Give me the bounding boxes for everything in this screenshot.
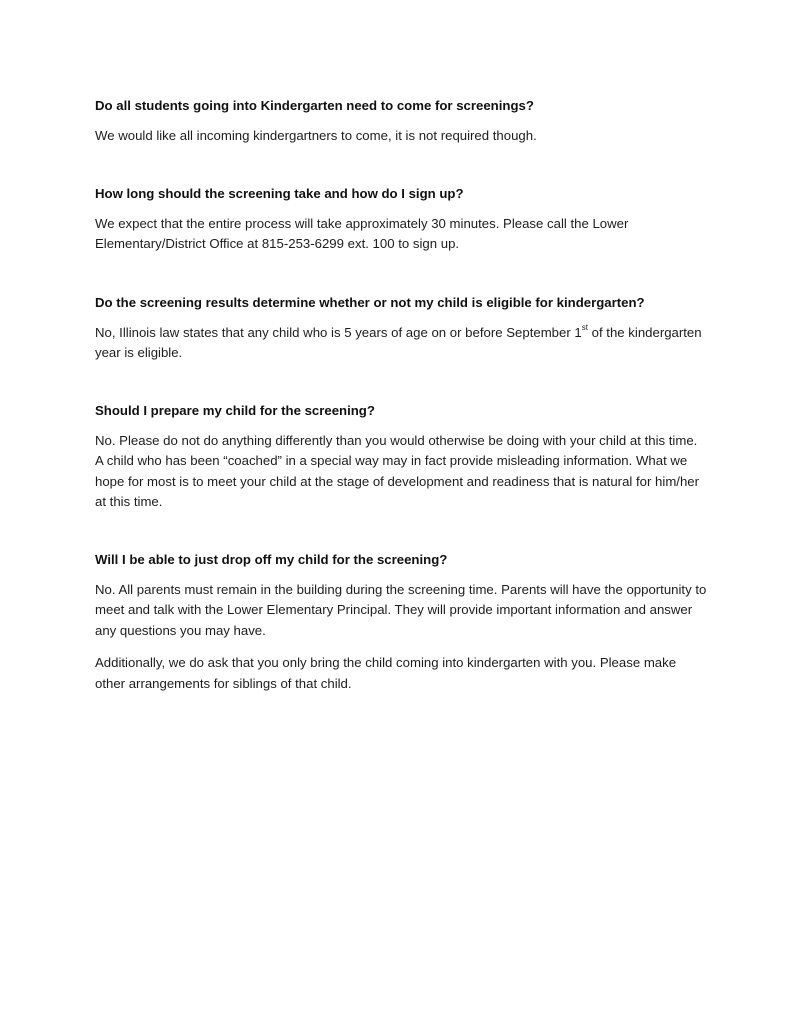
faq-question: How long should the screening take and how do I sign up? bbox=[95, 185, 464, 201]
faq-item-screening-duration bbox=[95, 184, 707, 255]
faq-question: Should I prepare my child for the screening? bbox=[95, 402, 375, 418]
faq-answer-text: of the kindergarten year is eligible. bbox=[95, 324, 702, 360]
faq-list bbox=[95, 96, 707, 694]
faq-question: Do all students going into Kindergarten need to come for screenings? bbox=[95, 98, 534, 113]
faq-answer-text: No, Illinois law states that any child who is 5 years of age on or before September 1 bbox=[95, 324, 582, 340]
ordinal-suffix: st bbox=[581, 323, 588, 333]
faq-item-eligibility bbox=[95, 293, 707, 364]
faq-answer: We expect that the entire process will take approximately 30 minutes. Please call the Lower Elementary/District Office at 815-253-6299 ext. 100 to sign up. bbox=[95, 215, 629, 251]
faq-item-preparation bbox=[95, 401, 707, 513]
faq-answer: No. All parents must remain in the building during the screening time. Parents will have the opportunity to meet and talk with the Lower Elementary Principal. They will provide important information and answer any questions you may have. bbox=[95, 581, 707, 638]
faq-item-drop-off bbox=[95, 550, 707, 695]
faq-question: Do the screening results determine whether or not my child is eligible for kindergarten? bbox=[95, 294, 645, 310]
faq-answer bbox=[95, 323, 707, 364]
faq-answer: We would like all incoming kindergartners to come, it is not required though. bbox=[95, 128, 537, 143]
faq-answer-additional: Additionally, we do ask that you only bring the child coming into kindergarten with you. Please make other arrangements for siblings of that child. bbox=[95, 655, 677, 691]
faq-item-screening-attendance bbox=[95, 96, 707, 147]
faq-answer: No. Please do not do anything differently than you would otherwise be doing with your child at this time. A child who has been “coached” in a special way may in fact provide misleading information. What we hope for most is to meet your child at the stage of development and readiness that is natural for him/her at this time. bbox=[95, 432, 700, 509]
faq-question: Will I be able to just drop off my child for the screening? bbox=[95, 551, 448, 567]
